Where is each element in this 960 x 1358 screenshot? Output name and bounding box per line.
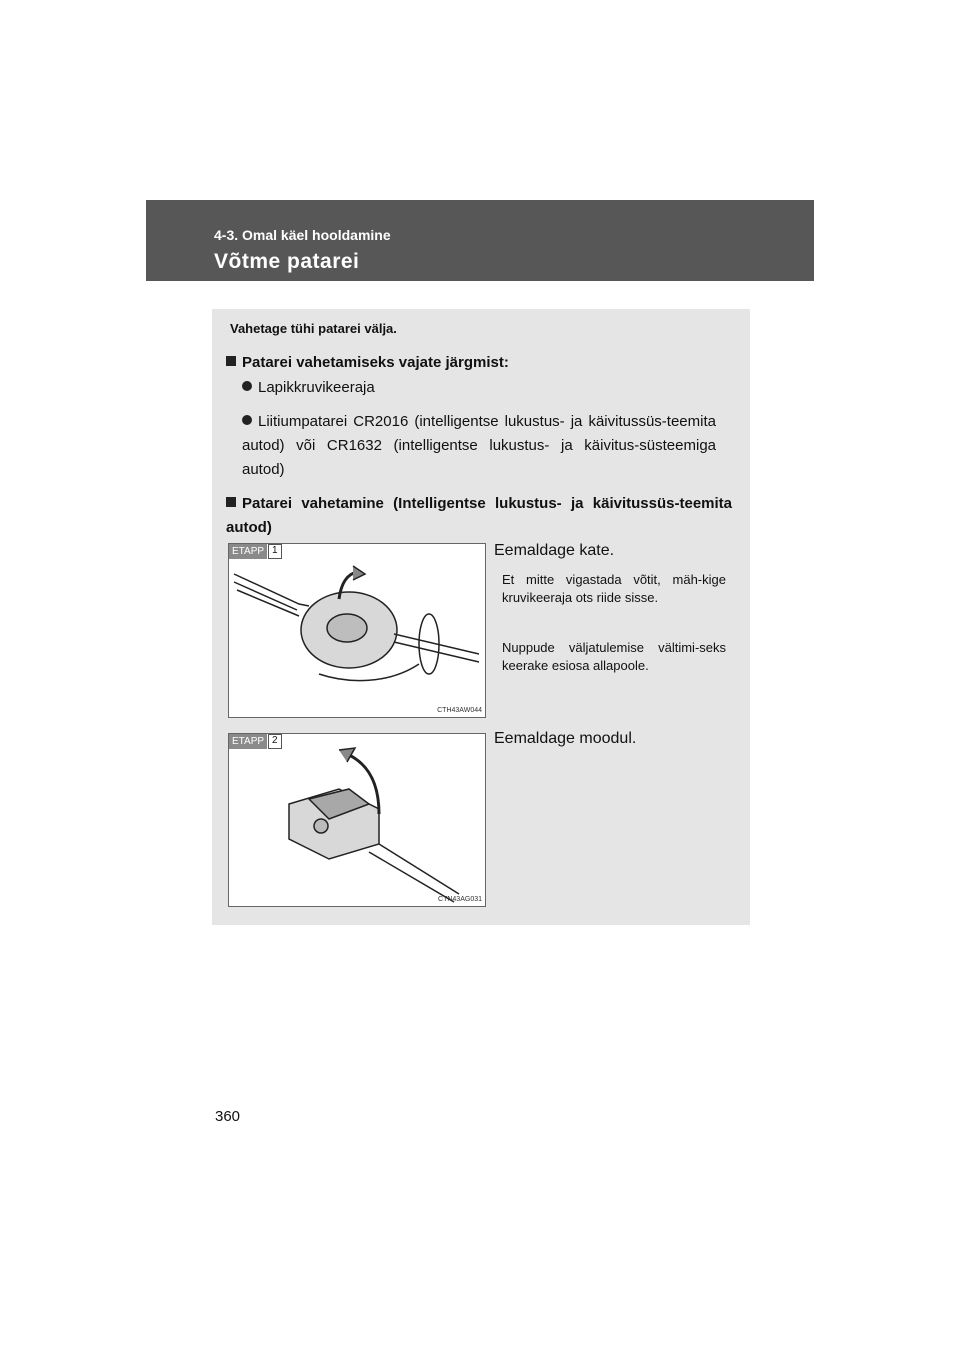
content-panel bbox=[212, 309, 750, 925]
square-bullet-icon bbox=[226, 497, 236, 507]
step1-figure bbox=[228, 543, 486, 718]
intro-text: Vahetage tühi patarei välja. bbox=[230, 321, 397, 336]
step2-title: Eemaldage moodul. bbox=[494, 730, 637, 747]
image-code: CTH43AW044 bbox=[437, 707, 482, 714]
step2-figure bbox=[228, 733, 486, 907]
needs-item: Liitiumpatarei CR2016 (intelligentse lukustus- ja käivitussüs-teemita autod) või CR1632 (intelligentse lukustus- ja käivitus-süsteemiga autod) bbox=[242, 413, 716, 478]
square-bullet-icon bbox=[226, 356, 236, 366]
key-module-removal-illustration bbox=[229, 734, 485, 906]
step1-note: Et mitte vigastada võtit, mäh-kige kruvikeeraja ots riide sisse. bbox=[502, 572, 726, 605]
page-title: Võtme patarei bbox=[214, 250, 360, 273]
image-code: CTN43AG031 bbox=[438, 896, 482, 903]
needs-item: Lapikkruvikeeraja bbox=[242, 376, 722, 400]
round-bullet-icon bbox=[242, 381, 252, 391]
step-badge: ETAPP 2 bbox=[229, 734, 282, 749]
needs-heading: Patarei vahetamiseks vajate järgmist: bbox=[226, 351, 509, 375]
page-number: 360 bbox=[215, 1108, 241, 1125]
step-badge: ETAPP 1 bbox=[229, 544, 282, 559]
section-header bbox=[146, 200, 814, 281]
key-cover-removal-illustration bbox=[229, 544, 485, 717]
step1-title: Eemaldage kate. bbox=[494, 542, 615, 559]
round-bullet-icon bbox=[242, 415, 252, 425]
procedure-heading: Patarei vahetamine (Intelligentse lukustus- ja käivitussüs-teemita autod) bbox=[226, 495, 732, 536]
step1-note: Nuppude väljatulemise vältimi-seks keerake esiosa allapoole. bbox=[502, 640, 726, 673]
section-label: 4-3. Omal käel hooldamine bbox=[214, 227, 391, 243]
